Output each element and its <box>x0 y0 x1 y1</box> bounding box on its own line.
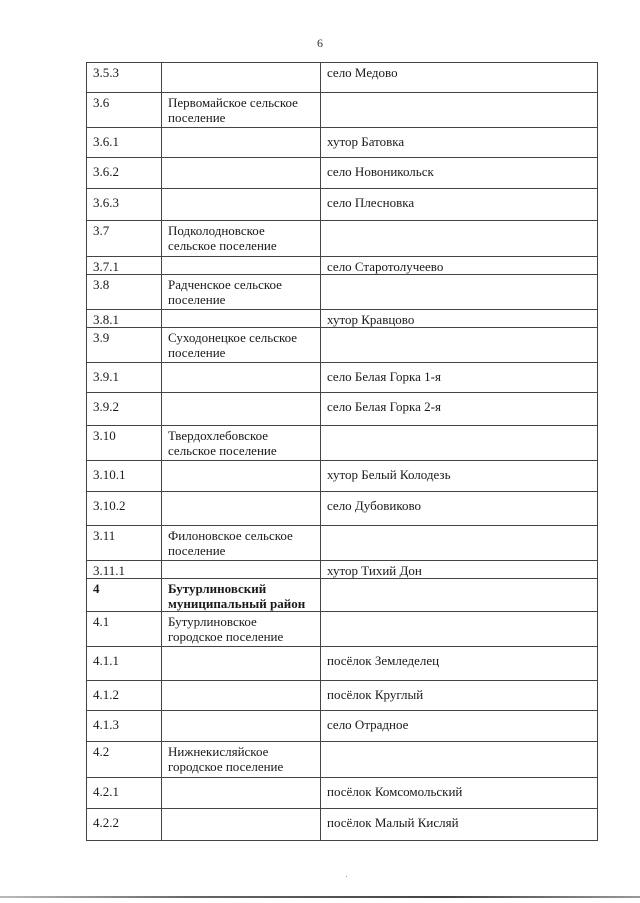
settlements-table-body <box>87 63 598 841</box>
settlement-name: село Плесновка <box>321 189 598 221</box>
settlement-name: село Белая Горка 1-я <box>321 363 598 393</box>
municipality-name <box>162 158 321 189</box>
table-row <box>87 579 598 612</box>
scan-speck <box>346 876 347 877</box>
municipality-name <box>162 778 321 809</box>
table-row <box>87 63 598 93</box>
row-number: 3.10.2 <box>87 492 162 526</box>
row-number: 3.11.1 <box>87 561 162 579</box>
row-number: 4 <box>87 579 162 612</box>
table-row <box>87 742 598 778</box>
municipality-name <box>162 561 321 579</box>
municipality-name: Радченское сельское поселение <box>162 275 321 310</box>
row-number: 3.6 <box>87 93 162 128</box>
municipality-name <box>162 363 321 393</box>
table-row <box>87 809 598 841</box>
row-number: 3.5.3 <box>87 63 162 93</box>
municipality-name <box>162 647 321 681</box>
settlement-name: село Отрадное <box>321 711 598 742</box>
row-number: 3.9.2 <box>87 393 162 426</box>
table-row <box>87 426 598 461</box>
row-number: 4.1 <box>87 612 162 647</box>
row-number: 3.8 <box>87 275 162 310</box>
row-number: 3.6.3 <box>87 189 162 221</box>
row-number: 3.9.1 <box>87 363 162 393</box>
settlement-name <box>321 275 598 310</box>
table-row <box>87 257 598 275</box>
row-number: 3.11 <box>87 526 162 561</box>
municipality-name: Твердохлебовское сельское поселение <box>162 426 321 461</box>
table-row <box>87 189 598 221</box>
settlement-name: село Белая Горка 2-я <box>321 393 598 426</box>
municipality-name <box>162 461 321 492</box>
settlement-name: посёлок Малый Кисляй <box>321 809 598 841</box>
municipality-name: Первомайское сельское поселение <box>162 93 321 128</box>
settlement-name <box>321 426 598 461</box>
settlement-name: хутор Батовка <box>321 128 598 158</box>
table-row <box>87 711 598 742</box>
table-row <box>87 275 598 310</box>
municipality-name: Филоновское сельское поселение <box>162 526 321 561</box>
settlements-table <box>86 62 598 841</box>
settlement-name <box>321 328 598 363</box>
settlement-name <box>321 612 598 647</box>
table-row <box>87 328 598 363</box>
municipality-name: Нижнекисляйское городское поселение <box>162 742 321 778</box>
settlement-name: хутор Тихий Дон <box>321 561 598 579</box>
table-row <box>87 461 598 492</box>
page-number: 6 <box>317 36 323 50</box>
municipality-name <box>162 492 321 526</box>
settlement-name: село Новоникольск <box>321 158 598 189</box>
row-number: 3.8.1 <box>87 310 162 328</box>
municipality-name: Бутурлиновское городское поселение <box>162 612 321 647</box>
row-number: 3.10 <box>87 426 162 461</box>
table-row <box>87 612 598 647</box>
table-row <box>87 561 598 579</box>
municipality-name <box>162 809 321 841</box>
municipality-name <box>162 711 321 742</box>
settlement-name: посёлок Круглый <box>321 681 598 711</box>
table-row <box>87 647 598 681</box>
row-number: 3.9 <box>87 328 162 363</box>
row-number: 4.2.2 <box>87 809 162 841</box>
row-number: 3.7 <box>87 221 162 257</box>
table-row <box>87 93 598 128</box>
municipality-name: Подколодновское сельское поселение <box>162 221 321 257</box>
table-row <box>87 221 598 257</box>
settlement-name: село Дубовиково <box>321 492 598 526</box>
settlement-name: посёлок Комсомольский <box>321 778 598 809</box>
table-row <box>87 393 598 426</box>
table-row <box>87 526 598 561</box>
municipality-name: Суходонецкое сельское поселение <box>162 328 321 363</box>
table-row <box>87 310 598 328</box>
row-number: 4.2 <box>87 742 162 778</box>
row-number: 3.6.2 <box>87 158 162 189</box>
settlement-name <box>321 221 598 257</box>
municipality-name <box>162 63 321 93</box>
municipality-name <box>162 257 321 275</box>
settlement-name <box>321 579 598 612</box>
page-bottom-edge <box>0 896 640 898</box>
settlement-name: село Старотолучеево <box>321 257 598 275</box>
table-row <box>87 128 598 158</box>
municipality-name <box>162 310 321 328</box>
municipality-name <box>162 128 321 158</box>
table-row <box>87 778 598 809</box>
row-number: 3.7.1 <box>87 257 162 275</box>
row-number: 4.1.2 <box>87 681 162 711</box>
table-row <box>87 363 598 393</box>
table-row <box>87 158 598 189</box>
settlement-name: хутор Белый Колодезь <box>321 461 598 492</box>
municipality-name: Бутурлиновский муниципальный район <box>162 579 321 612</box>
municipality-name <box>162 393 321 426</box>
row-number: 4.1.3 <box>87 711 162 742</box>
row-number: 3.10.1 <box>87 461 162 492</box>
settlement-name: хутор Кравцово <box>321 310 598 328</box>
row-number: 4.1.1 <box>87 647 162 681</box>
municipality-name <box>162 681 321 711</box>
settlement-name <box>321 93 598 128</box>
row-number: 4.2.1 <box>87 778 162 809</box>
settlement-name <box>321 742 598 778</box>
settlement-name: посёлок Земледелец <box>321 647 598 681</box>
table-row <box>87 492 598 526</box>
table-row <box>87 681 598 711</box>
municipality-name <box>162 189 321 221</box>
settlement-name <box>321 526 598 561</box>
settlement-name: село Медово <box>321 63 598 93</box>
row-number: 3.6.1 <box>87 128 162 158</box>
